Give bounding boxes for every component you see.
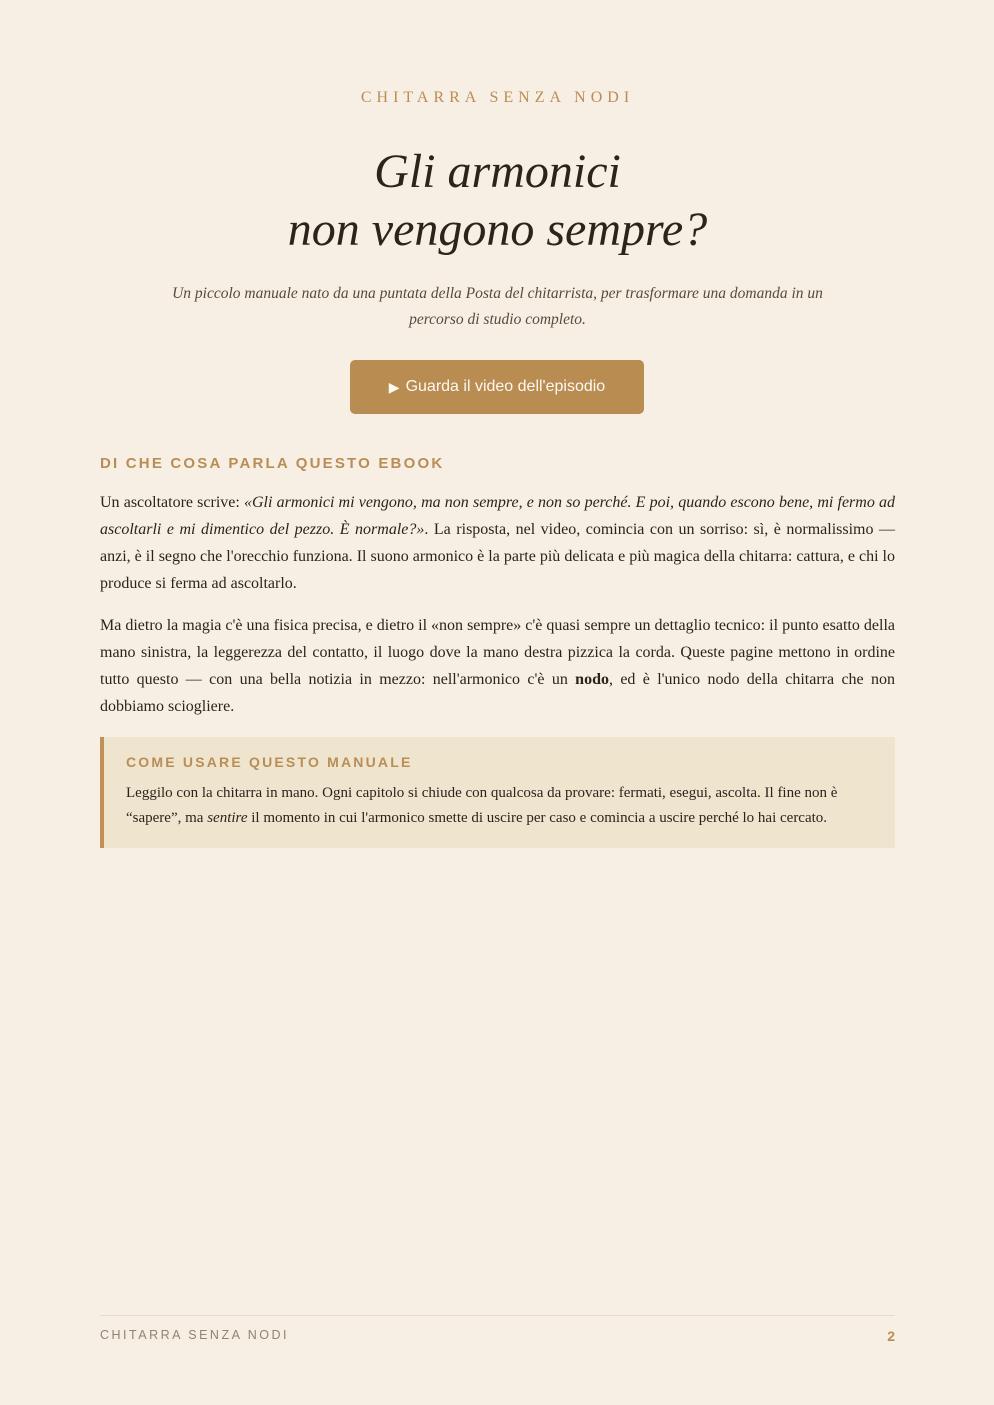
callout-heading: COME USARE QUESTO MANUALE — [126, 754, 413, 770]
second-text-before: Ma dietro la magia c'è una fisica precisa, e dietro il «non sempre» c'è quasi sempre un dettaglio tecnico: il punto esatto della mano sinistra, la leggerezza del contatto, il luogo dove la mano destra pizzica la corda. Queste pagine mettono in ordine tutto questo — con una bella notizia in mezzo: nell'armonico c'è un — [100, 617, 895, 688]
brand-header: CHITARRA SENZA NODI — [360, 89, 635, 106]
page-title — [100, 143, 895, 259]
bold-word-nodo: nodo — [575, 671, 609, 688]
intro-paragraph — [100, 489, 895, 597]
second-text-after: , ed è l'unico nodo della chitarra che non dobbiamo sciogliere. — [100, 671, 895, 715]
footer-brand: CHITARRA SENZA NODI — [100, 1328, 289, 1342]
watch-video-button[interactable] — [350, 360, 644, 414]
title-line-2: non vengono sempre? — [287, 203, 708, 256]
title-line-1: Gli armonici — [374, 145, 621, 198]
page-number: 2 — [887, 1328, 895, 1344]
intro-rest: . La risposta, nel video, comincia con un sorriso: sì, è normalissimo — anzi, è il segno che l'orecchio funziona. Il suono armonico è la parte più delicata e più magica della chitarra: cattura, e chi lo produce si ferma ad ascoltarlo. — [100, 521, 896, 592]
intro-text: Un ascoltatore scrive: — [100, 494, 244, 511]
page-subtitle: Un piccolo manuale nato da una puntata della Posta del chitarrista, per trasformare una domanda in un percorso di studio completo. — [172, 285, 823, 328]
callout-text-after: il momento in cui l'armonico smette di uscire per caso e comincia a uscire perché lo hai cercato. — [247, 810, 828, 826]
callout-italic-word: sentire — [207, 810, 248, 826]
footer-divider — [100, 1315, 895, 1316]
section-heading: DI CHE COSA PARLA QUESTO EBOOK — [100, 455, 445, 472]
second-paragraph — [100, 612, 895, 720]
usage-callout — [100, 737, 895, 848]
watch-video-label: Guarda il video dell'episodio — [405, 378, 606, 395]
ebook-page — [100, 0, 895, 1405]
listener-quote: «Gli armonici mi vengono, ma non sempre, e non so perché. E poi, quando escono bene, mi fermo ad ascoltarli e mi dimentico del pezzo. È normale?» — [100, 494, 895, 538]
callout-text — [126, 781, 873, 831]
play-icon: ▶ — [388, 378, 400, 395]
callout-text-before: Leggilo con la chitarra in mano. Ogni capitolo si chiude con qualcosa da provare: fermati, esegui, ascolta. Il fine non è “sapere”, ma — [126, 785, 838, 826]
